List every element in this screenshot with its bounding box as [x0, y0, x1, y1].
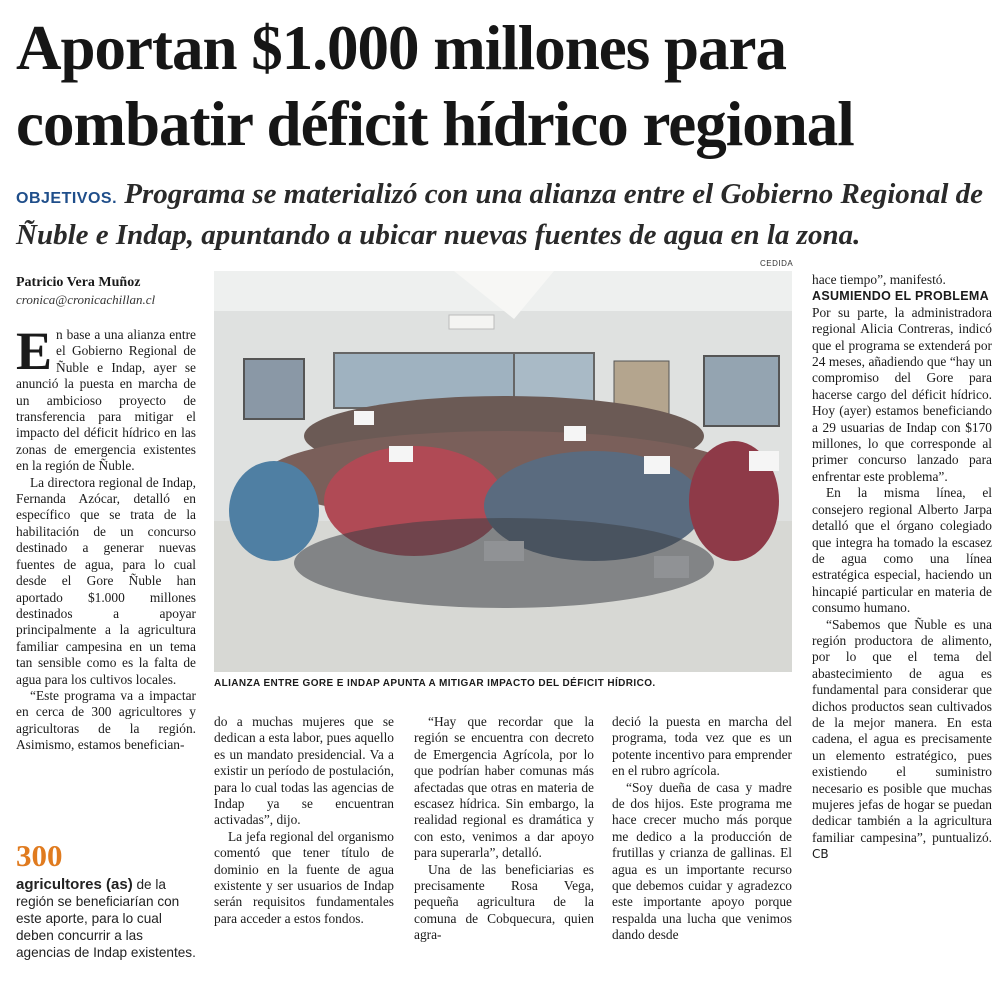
- paragraph: do a muchas mujeres que se dedican a esta labor, pues aquello es un mandato presidencial. Va a existir un período de postulación, para lo cual todas las agencias de Indap ya se encuentran activadas”, dijo.: [214, 714, 394, 828]
- end-mark-icon: CB: [812, 847, 829, 862]
- paragraph: “Soy dueña de casa y madre de dos hijos. Este programa me hace crecer mucho más porque me dedico a la producción de frutillas y crianza de gallinas. El agua es un importante recurso que debemos cuidar y agradezco este importante apoyo porque respalda una lucha que venimos dando desde: [612, 779, 792, 943]
- article-column-2: [214, 714, 394, 927]
- paragraph: La directora regional de Indap, Fernanda Azócar, detalló en específico que se trata de la habilitación de un concurso destinado a generar nuevas fuentes de agua, para lo cual desde el Gore Ñuble han aportado $1.000 millones destinados a apoyar principalmente a la agricultura familiar campesina en un tema tan sensible como es la falta de agua para los cultivos locales.: [16, 474, 196, 687]
- stat-text: [16, 876, 196, 961]
- paragraph: Una de las beneficiarias es precisamente Rosa Vega, pequeña agricultura de la comuna de Cobquecura, quien agra-: [414, 861, 594, 943]
- deck-text: Programa se materializó con una alianza entre el Gobierno Regional de Ñuble e Indap, apuntando a ubicar nuevas fuentes de agua en la zona.: [16, 178, 984, 251]
- dropcap: E: [16, 321, 53, 381]
- paragraph: hace tiempo”, manifestó.: [812, 272, 946, 287]
- paragraph: “Hay que recordar que la región se encuentra con decreto de Emergencia Agrícola, por lo que podrían haber comunas más afectadas que otras en materia de escasez hídrica. Sin embargo, la realidad regional es dramática y con esto, venimos a dar apoyo para superarla”, detalló.: [414, 714, 594, 861]
- photo-caption: ALIANZA ENTRE GORE E INDAP APUNTA A MITIGAR IMPACTO DEL DÉFICIT HÍDRICO.: [214, 678, 656, 689]
- headline: Aportan $1.000 millones para combatir déficit hídrico regional: [16, 13, 854, 159]
- paragraph-text: n base a una alianza entre el Gobierno Regional de Ñuble e Indap, ayer se anunció la puesta en marcha de un ambicioso proyecto de transferencia para mitigar el impacto del déficit hídrico en las zonas de emergencia existentes en la región de Ñuble.: [16, 327, 196, 474]
- paragraph: [812, 617, 992, 863]
- photo-credit: CEDIDA: [760, 259, 794, 268]
- group-photo-illustration: [214, 271, 792, 672]
- stat-body: de la región se beneficiarían con este aporte, para lo cual deben concurrir a las agencias de Indap existentes.: [16, 877, 196, 960]
- stat-number: 300: [16, 838, 63, 873]
- deck-kicker: OBJETIVOS.: [16, 190, 118, 207]
- paragraph: En la misma línea, el consejero regional Alberto Jarpa detalló que el órgano colegiado que integra ha tomado la escasez de agua como una línea estratégica especial, haciendo un hincapié particular en materia de consumo humano.: [812, 485, 992, 616]
- paragraph: Por su parte, la administradora regional Alicia Contreras, indicó que el programa se extenderá por 24 meses, añadiendo que “hay un compromiso del Gore para hacerse cargo del déficit hídrico. Hoy (ayer) estamos beneficiando a 29 usuarias de Indap con $170 millones, lo que corresponde al primer concurso lanzado para enfrentar este problema”.: [812, 304, 992, 484]
- paragraph-text: “Sabemos que Ñuble es una región productora de alimento, por lo que el tema del abastecimiento de agua es fundamental para considerar que dichos productos sean cultivados de la mejor manera. En esta cadena, el agua es precisamente un elemento estratégico, pues existiendo el suministro necesario es posible que muchas mujeres jefas de hogar se puedan dedicar también a la agricultura familiar campesina”, puntualizó.: [812, 616, 992, 845]
- paragraph: La jefa regional del organismo comentó que tener título de dominio en la fuente de agua existente y ser usuarios de Indap serán requisitos fundamentales para acceder a estos fondos.: [214, 828, 394, 926]
- paragraph: [16, 321, 196, 475]
- subhead: ASUMIENDO EL PROBLEMA: [812, 289, 989, 304]
- article-column-4: [612, 714, 792, 944]
- paragraph: deció la puesta en marcha del programa, toda vez que es un potente incentivo para emprender en el rubro agrícola.: [612, 714, 792, 779]
- byline-author: Patricio Vera Muñoz: [16, 275, 141, 290]
- article-column-3: [414, 714, 594, 944]
- deck: [16, 176, 986, 253]
- article-column-5: [812, 272, 992, 863]
- stat-lead: agricultores (as): [16, 876, 133, 893]
- paragraph: “Este programa va a impactar en cerca de 300 agricultores y agricultoras de la región. Asimismo, estamos benefician-: [16, 687, 196, 753]
- byline-email[interactable]: cronica@cronicachillan.cl: [16, 292, 156, 307]
- group-photo: [214, 271, 792, 672]
- article-column-1: [16, 321, 196, 754]
